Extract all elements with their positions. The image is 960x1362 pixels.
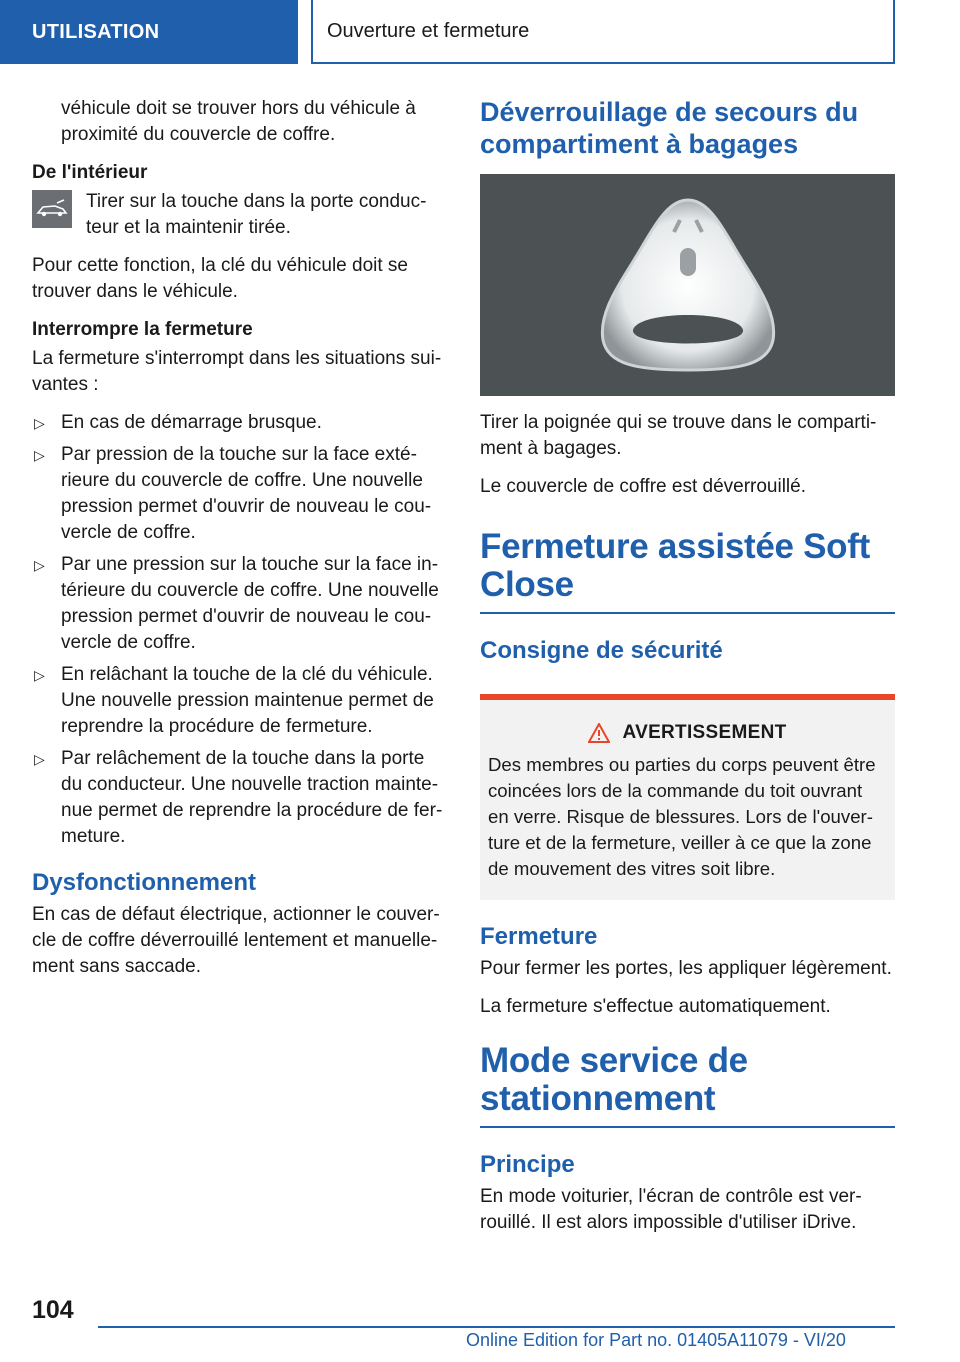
triangle-bullet-icon: ▷: [34, 447, 45, 463]
list-item: ▷ Par une pression sur la touche sur la face in-térieure du couvercle de coffre. Une nouvelle pression permet d'ouvrir de nouveau le cou-vercle de coffre.: [34, 554, 439, 653]
list-item: ▷ En cas de démarrage brusque.: [32, 410, 444, 436]
footer-divider: [98, 1326, 895, 1328]
chapter-title: Ouverture et fermeture: [327, 19, 530, 42]
triangle-bullet-icon: ▷: [34, 751, 45, 767]
principe-heading: Principe: [480, 1151, 575, 1178]
interrompre-heading: Interrompre la fermeture: [32, 319, 253, 340]
page-number: 104: [32, 1296, 74, 1324]
footer-edition: Online Edition for Part no. 01405A11079 - VI/20: [466, 1330, 846, 1350]
chapter-tab: [311, 0, 895, 64]
principe-text: En mode voiturier, l'écran de contrôle est ver-rouillé. Il est alors impossible d'utiliser iDrive.: [480, 1186, 862, 1233]
section-title: UTILISATION: [32, 20, 160, 43]
function-text: Pour cette fonction, la clé du véhicule doit se trouver dans le véhicule.: [32, 255, 409, 302]
fermeture-heading: Fermeture: [480, 923, 598, 950]
intro-text: véhicule doit se trouver hors du véhicule à proximité du couvercle de coffre.: [61, 98, 416, 145]
triangle-bullet-icon: ▷: [34, 415, 45, 431]
dysfonction-heading: Dysfonctionnement: [32, 869, 257, 896]
list-item: ▷ En relâchant la touche de la clé du véhicule. Une nouvelle pression maintenue permet de reprendre la procédure de fermeture.: [34, 664, 434, 737]
interrompre-text: La fermeture s'interrompt dans les situations sui-vantes :: [32, 348, 442, 395]
list-item: ▷ Par pression de la touche sur la face exté-rieure du couvercle de coffre. Une nouvelle pression permet d'ouvrir de nouveau le cou-vercle de coffre.: [34, 444, 432, 543]
softclose-heading: Fermeture assistée Soft Close: [480, 528, 895, 614]
warning-header: [488, 720, 887, 746]
fermeture-text-2: La fermeture s'effectue automatiquement.: [480, 996, 831, 1017]
warning-title: AVERTISSEMENT: [622, 722, 787, 743]
section-tab: [0, 0, 298, 64]
right-column: [480, 96, 895, 1248]
tirer-text: Tirer la poignée qui se trouve dans le comparti-ment à bagages.: [480, 412, 877, 459]
tailgate-icon: [32, 190, 72, 228]
mode-heading: Mode service de stationnement: [480, 1042, 895, 1128]
interrompre-list: [32, 410, 444, 850]
interieur-text: Tirer sur la touche dans la porte conduc-teur et la maintenir tirée.: [86, 191, 427, 238]
left-column: [32, 96, 444, 992]
interieur-heading: De l'intérieur: [32, 162, 148, 183]
warning-text: Des membres ou parties du corps peuvent être coincées lors de la commande du toit ouvrant en verre. Risque de blessures. Lors de l'ouver-ture et de la fermeture, veiller à ce que la zone de mouvement des vitres soit libre.: [488, 754, 876, 879]
triangle-bullet-icon: ▷: [34, 557, 45, 573]
triangle-bullet-icon: ▷: [34, 667, 45, 683]
consigne-heading: Consigne de sécurité: [480, 637, 723, 664]
warning-triangle-icon: [588, 723, 610, 743]
couvercle-text: Le couvercle de coffre est déverrouillé.: [480, 476, 806, 497]
list-item: ▷ Par relâchement de la touche dans la porte du conducteur. Une nouvelle traction mainte-nue permet de reprendre la procédure de fer-meture.: [34, 748, 443, 847]
dysfonction-text: En cas de défaut électrique, actionner le couver-cle de coffre déverrouillé lentement et manuelle-ment sans saccade.: [32, 904, 440, 977]
interieur-instruction: [32, 189, 444, 241]
fermeture-text-1: Pour fermer les portes, les appliquer légèrement.: [480, 958, 892, 979]
warning-box: [480, 694, 895, 900]
deverrouillage-heading: Déverrouillage de secours du compartiment à bagages: [480, 97, 859, 159]
trunk-release-handle-image: [480, 174, 895, 396]
